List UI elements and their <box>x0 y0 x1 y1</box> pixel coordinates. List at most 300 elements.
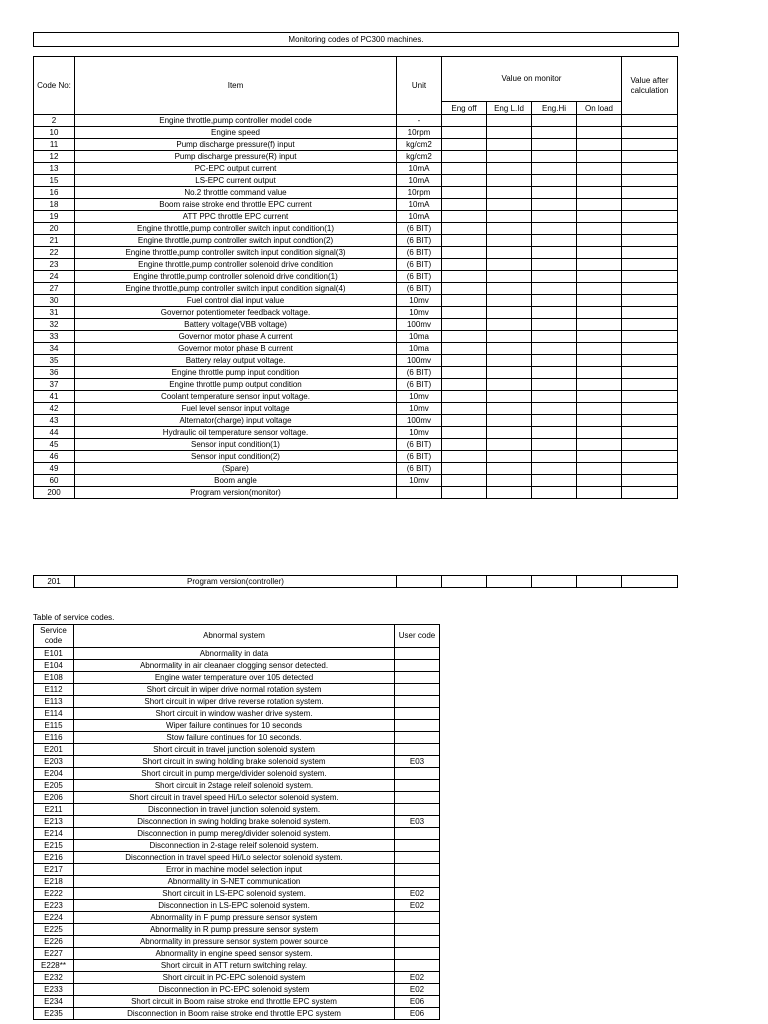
service-code-cell: E203 <box>34 756 74 768</box>
abnormal-system-cell: Disconnection in LS-EPC solenoid system. <box>74 900 395 912</box>
service-code-cell: E112 <box>34 684 74 696</box>
code-cell: 33 <box>34 331 75 343</box>
item-cell: Boom raise stroke end throttle EPC current <box>75 199 397 211</box>
eng-off-cell <box>442 355 487 367</box>
table-row <box>34 163 678 175</box>
eng-off-cell <box>442 487 487 499</box>
table-row <box>34 115 678 127</box>
user-code-cell <box>395 720 440 732</box>
user-code-cell <box>395 744 440 756</box>
on-load-cell <box>577 151 622 163</box>
eng-lid-cell <box>487 439 532 451</box>
code-cell: 18 <box>34 199 75 211</box>
eng-lid-cell <box>487 259 532 271</box>
item-cell: Engine throttle,pump controller solenoid drive condition <box>75 259 397 271</box>
abnormal-system-cell: Abnormality in data <box>74 648 395 660</box>
eng-hi-cell <box>532 271 577 283</box>
table-row <box>34 415 678 427</box>
value-after-cell <box>622 187 678 199</box>
user-code-cell: E06 <box>395 996 440 1008</box>
table-row <box>34 295 678 307</box>
item-cell: Sensor input condition(2) <box>75 451 397 463</box>
on-load-cell <box>577 391 622 403</box>
unit-cell: (6 BIT) <box>397 439 442 451</box>
value-after-cell <box>622 307 678 319</box>
service-code-cell: E104 <box>34 660 74 672</box>
unit-cell: 10ma <box>397 343 442 355</box>
eng-lid-cell <box>487 235 532 247</box>
eng-lid-cell <box>487 115 532 127</box>
code-cell: 32 <box>34 319 75 331</box>
unit-cell: 10mA <box>397 175 442 187</box>
abnormal-system-cell: Short circuit in wiper drive reverse rotation system. <box>74 696 395 708</box>
value-after-cell <box>622 247 678 259</box>
code-cell: 43 <box>34 415 75 427</box>
eng-off-cell <box>442 259 487 271</box>
table-row <box>34 331 678 343</box>
header-eng-lid: Eng L.Id <box>487 102 532 115</box>
eng-lid-cell <box>487 283 532 295</box>
eng-lid-cell <box>487 127 532 139</box>
unit-cell: 10mA <box>397 211 442 223</box>
eng-off-cell <box>442 415 487 427</box>
table-row <box>34 768 440 780</box>
code-cell: 22 <box>34 247 75 259</box>
service-code-cell: E227 <box>34 948 74 960</box>
eng-lid-cell <box>487 295 532 307</box>
eng-off-cell <box>442 439 487 451</box>
eng-hi-cell <box>532 175 577 187</box>
eng-off-cell <box>442 331 487 343</box>
unit-cell: (6 BIT) <box>397 223 442 235</box>
code-cell: 36 <box>34 367 75 379</box>
on-load-cell <box>577 211 622 223</box>
eng-off-cell <box>442 403 487 415</box>
service-codes-title: Table of service codes. <box>33 613 115 622</box>
eng-off-cell <box>442 319 487 331</box>
eng-hi-cell <box>532 163 577 175</box>
header-unit: Unit <box>397 57 442 115</box>
user-code-cell <box>395 960 440 972</box>
unit-cell: 10mA <box>397 199 442 211</box>
value-after-cell <box>622 415 678 427</box>
code-cell: 10 <box>34 127 75 139</box>
eng-hi-cell <box>532 355 577 367</box>
value-after-cell <box>622 475 678 487</box>
header-value-on-monitor: Value on monitor <box>442 57 622 102</box>
eng-hi-cell <box>532 415 577 427</box>
service-code-cell: E114 <box>34 708 74 720</box>
abnormal-system-cell: Abnormality in engine speed sensor system. <box>74 948 395 960</box>
user-code-cell <box>395 864 440 876</box>
header-service-code: Service code <box>34 625 74 648</box>
unit-cell: 10mv <box>397 403 442 415</box>
eng-lid-cell <box>487 367 532 379</box>
table-row <box>34 864 440 876</box>
value-after-cell <box>622 331 678 343</box>
code-cell: 200 <box>34 487 75 499</box>
unit-cell <box>397 487 442 499</box>
table-row <box>34 475 678 487</box>
table-row <box>34 996 440 1008</box>
user-code-cell: E02 <box>395 900 440 912</box>
abnormal-system-cell: Short circuit in pump merge/divider solenoid system. <box>74 768 395 780</box>
header-user-code: User code <box>395 625 440 648</box>
unit-cell: 10rpm <box>397 127 442 139</box>
eng-off-cell <box>442 175 487 187</box>
table-row <box>34 900 440 912</box>
eng-lid-cell <box>487 403 532 415</box>
eng-off-cell <box>442 379 487 391</box>
table-row <box>34 151 678 163</box>
on-load-cell <box>577 355 622 367</box>
table-row <box>34 487 678 499</box>
item-cell: Battery voltage(VBB voltage) <box>75 319 397 331</box>
table-row <box>34 355 678 367</box>
unit-cell: 10mA <box>397 163 442 175</box>
unit-cell: (6 BIT) <box>397 463 442 475</box>
service-code-cell: E223 <box>34 900 74 912</box>
eng-off-cell <box>442 211 487 223</box>
on-load-cell <box>577 127 622 139</box>
code-cell: 35 <box>34 355 75 367</box>
eng-hi-cell <box>532 343 577 355</box>
eng-hi-cell <box>532 475 577 487</box>
eng-off-cell <box>442 115 487 127</box>
eng-lid-cell <box>487 163 532 175</box>
eng-hi-cell <box>532 115 577 127</box>
eng-hi-cell <box>532 576 577 588</box>
on-load-cell <box>577 451 622 463</box>
value-after-cell <box>622 355 678 367</box>
table-row <box>34 804 440 816</box>
code-cell: 23 <box>34 259 75 271</box>
value-after-cell <box>622 439 678 451</box>
value-after-cell <box>622 139 678 151</box>
service-code-cell: E213 <box>34 816 74 828</box>
value-after-cell <box>622 223 678 235</box>
user-code-cell <box>395 876 440 888</box>
on-load-cell <box>577 223 622 235</box>
code-cell: 27 <box>34 283 75 295</box>
eng-hi-cell <box>532 259 577 271</box>
abnormal-system-cell: Disconnection in swing holding brake solenoid system. <box>74 816 395 828</box>
service-code-cell: E214 <box>34 828 74 840</box>
table-row <box>34 187 678 199</box>
eng-lid-cell <box>487 487 532 499</box>
header-abnormal-system: Abnormal system <box>74 625 395 648</box>
eng-hi-cell <box>532 139 577 151</box>
unit-cell: 10ma <box>397 331 442 343</box>
item-cell: Engine throttle,pump controller solenoid drive condition(1) <box>75 271 397 283</box>
on-load-cell <box>577 331 622 343</box>
unit-cell: (6 BIT) <box>397 247 442 259</box>
table-row <box>34 828 440 840</box>
code-cell: 30 <box>34 295 75 307</box>
service-code-cell: E226 <box>34 936 74 948</box>
service-code-cell: E235 <box>34 1008 74 1020</box>
value-after-cell <box>622 367 678 379</box>
header-eng-hi: Eng.Hi <box>532 102 577 115</box>
eng-hi-cell <box>532 127 577 139</box>
on-load-cell <box>577 403 622 415</box>
on-load-cell <box>577 163 622 175</box>
eng-lid-cell <box>487 223 532 235</box>
table-row <box>34 720 440 732</box>
eng-hi-cell <box>532 427 577 439</box>
eng-hi-cell <box>532 439 577 451</box>
code-cell: 16 <box>34 187 75 199</box>
table-row <box>34 403 678 415</box>
eng-hi-cell <box>532 367 577 379</box>
eng-hi-cell <box>532 223 577 235</box>
service-code-cell: E206 <box>34 792 74 804</box>
user-code-cell <box>395 696 440 708</box>
abnormal-system-cell: Short circuit in Boom raise stroke end throttle EPC system <box>74 996 395 1008</box>
code-cell: 45 <box>34 439 75 451</box>
table-row <box>34 259 678 271</box>
service-code-cell: E211 <box>34 804 74 816</box>
header-eng-off: Eng off <box>442 102 487 115</box>
table-row <box>34 792 440 804</box>
value-after-cell <box>622 463 678 475</box>
service-code-cell: E201 <box>34 744 74 756</box>
eng-off-cell <box>442 295 487 307</box>
value-after-cell <box>622 151 678 163</box>
eng-off-cell <box>442 199 487 211</box>
unit-cell: 100mv <box>397 319 442 331</box>
code-cell: 15 <box>34 175 75 187</box>
item-cell: Governor motor phase A current <box>75 331 397 343</box>
service-code-cell: E224 <box>34 912 74 924</box>
item-cell: No.2 throttle command value <box>75 187 397 199</box>
code-cell: 37 <box>34 379 75 391</box>
eng-off-cell <box>442 451 487 463</box>
unit-cell: 100mv <box>397 355 442 367</box>
eng-off-cell <box>442 163 487 175</box>
unit-cell: 10mv <box>397 391 442 403</box>
abnormal-system-cell: Short circuit in travel junction solenoid system <box>74 744 395 756</box>
value-after-cell <box>622 163 678 175</box>
eng-lid-cell <box>487 175 532 187</box>
code-cell: 201 <box>34 576 75 588</box>
value-after-cell <box>622 487 678 499</box>
code-cell: 11 <box>34 139 75 151</box>
item-cell: Program version(controller) <box>75 576 397 588</box>
unit-cell: 10mv <box>397 295 442 307</box>
table-row <box>34 271 678 283</box>
unit-cell <box>397 576 442 588</box>
user-code-cell: E02 <box>395 972 440 984</box>
eng-hi-cell <box>532 235 577 247</box>
item-cell: Battery relay output voltage. <box>75 355 397 367</box>
table-row <box>34 175 678 187</box>
eng-hi-cell <box>532 403 577 415</box>
table-row <box>34 816 440 828</box>
abnormal-system-cell: Short circuit in swing holding brake solenoid system <box>74 756 395 768</box>
table-row <box>34 576 678 588</box>
eng-off-cell <box>442 427 487 439</box>
eng-off-cell <box>442 247 487 259</box>
service-code-cell: E204 <box>34 768 74 780</box>
service-code-cell: E234 <box>34 996 74 1008</box>
unit-cell: kg/cm2 <box>397 151 442 163</box>
abnormal-system-cell: Disconnection in 2-stage releif solenoid system. <box>74 840 395 852</box>
on-load-cell <box>577 247 622 259</box>
user-code-cell <box>395 732 440 744</box>
service-header-row <box>34 625 440 648</box>
table-row <box>34 852 440 864</box>
item-cell: Fuel control dial input value <box>75 295 397 307</box>
table-row <box>34 391 678 403</box>
on-load-cell <box>577 283 622 295</box>
eng-off-cell <box>442 235 487 247</box>
code-cell: 31 <box>34 307 75 319</box>
on-load-cell <box>577 295 622 307</box>
on-load-cell <box>577 271 622 283</box>
header-code-no: Code No: <box>34 57 75 115</box>
code-cell: 41 <box>34 391 75 403</box>
value-after-cell <box>622 295 678 307</box>
on-load-cell <box>577 379 622 391</box>
eng-lid-cell <box>487 391 532 403</box>
service-code-cell: E205 <box>34 780 74 792</box>
eng-off-cell <box>442 283 487 295</box>
table-row <box>34 912 440 924</box>
eng-off-cell <box>442 151 487 163</box>
on-load-cell <box>577 576 622 588</box>
on-load-cell <box>577 319 622 331</box>
monitoring-codes-table <box>33 56 678 499</box>
unit-cell: 10mv <box>397 475 442 487</box>
item-cell: Fuel level sensor input voltage <box>75 403 397 415</box>
table-row <box>34 427 678 439</box>
table-row <box>34 367 678 379</box>
table-row <box>34 211 678 223</box>
eng-lid-cell <box>487 187 532 199</box>
table-row <box>34 1008 440 1020</box>
table-row <box>34 439 678 451</box>
unit-cell: (6 BIT) <box>397 259 442 271</box>
service-code-cell: E108 <box>34 672 74 684</box>
eng-hi-cell <box>532 295 577 307</box>
table-row <box>34 948 440 960</box>
eng-off-cell <box>442 187 487 199</box>
unit-cell: 10mv <box>397 307 442 319</box>
on-load-cell <box>577 175 622 187</box>
item-cell: Alternator(charge) input voltage <box>75 415 397 427</box>
eng-off-cell <box>442 343 487 355</box>
unit-cell: (6 BIT) <box>397 283 442 295</box>
item-cell: Engine throttle pump output condition <box>75 379 397 391</box>
abnormal-system-cell: Disconnection in travel junction solenoid system. <box>74 804 395 816</box>
item-cell: Boom angle <box>75 475 397 487</box>
unit-cell: - <box>397 115 442 127</box>
unit-cell: 100mv <box>397 415 442 427</box>
on-load-cell <box>577 139 622 151</box>
unit-cell: (6 BIT) <box>397 235 442 247</box>
eng-hi-cell <box>532 487 577 499</box>
service-code-cell: E216 <box>34 852 74 864</box>
eng-off-cell <box>442 576 487 588</box>
eng-lid-cell <box>487 307 532 319</box>
on-load-cell <box>577 259 622 271</box>
value-after-cell <box>622 379 678 391</box>
item-cell: Hydraulic oil temperature sensor voltage. <box>75 427 397 439</box>
service-code-cell: E218 <box>34 876 74 888</box>
eng-off-cell <box>442 127 487 139</box>
on-load-cell <box>577 439 622 451</box>
eng-lid-cell <box>487 211 532 223</box>
table-row <box>34 463 678 475</box>
user-code-cell: E02 <box>395 888 440 900</box>
table-row <box>34 451 678 463</box>
monitoring-code-201-table <box>33 575 678 588</box>
value-after-cell <box>622 175 678 187</box>
on-load-cell <box>577 199 622 211</box>
code-cell: 20 <box>34 223 75 235</box>
table-row <box>34 984 440 996</box>
unit-cell: 10mv <box>397 427 442 439</box>
header-item: Item <box>75 57 397 115</box>
table-row <box>34 960 440 972</box>
table-row <box>34 283 678 295</box>
item-cell: Coolant temperature sensor input voltage. <box>75 391 397 403</box>
service-code-cell: E228** <box>34 960 74 972</box>
table-row <box>34 319 678 331</box>
item-cell: Engine throttle,pump controller switch input condtion(2) <box>75 235 397 247</box>
table-row <box>34 780 440 792</box>
abnormal-system-cell: Wiper failure continues for 10 seconds <box>74 720 395 732</box>
on-load-cell <box>577 415 622 427</box>
user-code-cell <box>395 768 440 780</box>
eng-lid-cell <box>487 247 532 259</box>
value-after-cell <box>622 319 678 331</box>
user-code-cell: E03 <box>395 756 440 768</box>
service-code-cell: E101 <box>34 648 74 660</box>
service-code-cell: E217 <box>34 864 74 876</box>
abnormal-system-cell: Stow failure continues for 10 seconds. <box>74 732 395 744</box>
eng-off-cell <box>442 307 487 319</box>
abnormal-system-cell: Abnormality in R pump pressure sensor system <box>74 924 395 936</box>
eng-lid-cell <box>487 427 532 439</box>
eng-hi-cell <box>532 463 577 475</box>
value-after-cell <box>622 283 678 295</box>
document-title: Monitoring codes of PC300 machines. <box>33 32 679 47</box>
service-code-cell: E215 <box>34 840 74 852</box>
unit-cell: (6 BIT) <box>397 367 442 379</box>
user-code-cell <box>395 840 440 852</box>
user-code-cell <box>395 924 440 936</box>
on-load-cell <box>577 475 622 487</box>
item-cell: Engine throttle,pump controller switch input condition(1) <box>75 223 397 235</box>
table-row <box>34 732 440 744</box>
eng-hi-cell <box>532 211 577 223</box>
item-cell: Sensor input condition(1) <box>75 439 397 451</box>
value-after-cell <box>622 211 678 223</box>
item-cell: Governor motor phase B current <box>75 343 397 355</box>
user-code-cell <box>395 660 440 672</box>
table-row <box>34 379 678 391</box>
eng-lid-cell <box>487 199 532 211</box>
eng-hi-cell <box>532 283 577 295</box>
eng-lid-cell <box>487 576 532 588</box>
on-load-cell <box>577 367 622 379</box>
eng-hi-cell <box>532 247 577 259</box>
user-code-cell <box>395 936 440 948</box>
code-cell: 24 <box>34 271 75 283</box>
user-code-cell: E02 <box>395 984 440 996</box>
